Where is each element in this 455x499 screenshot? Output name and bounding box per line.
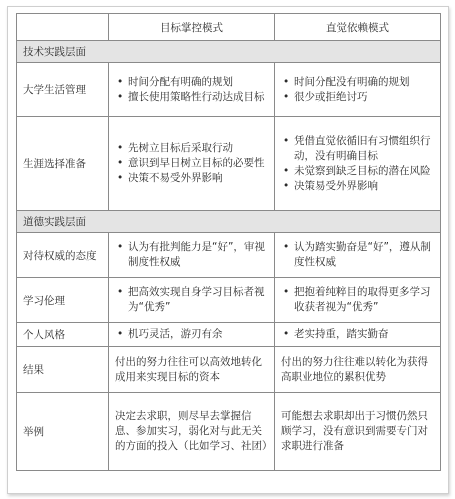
table-row bbox=[17, 393, 441, 471]
bullet-item: • 机巧灵活，游刃有余 bbox=[115, 327, 268, 342]
col2-cell bbox=[275, 63, 441, 117]
bullet-item: • 老实持重，踏实勤奋 bbox=[281, 327, 434, 342]
row-label: 结果 bbox=[17, 347, 109, 393]
col2-cell bbox=[275, 233, 441, 278]
bullet-item: • 决策不易受外界影响 bbox=[115, 171, 268, 186]
row-label: 大学生活管理 bbox=[17, 63, 109, 117]
col1-cell: 付出的努力往往可以高效地转化成用来实现目标的资本 bbox=[109, 347, 275, 393]
col1-cell bbox=[109, 323, 275, 347]
col1-cell bbox=[109, 117, 275, 211]
row-label: 个人风格 bbox=[17, 323, 109, 347]
col2-cell bbox=[275, 323, 441, 347]
col2-header: 直觉依赖模式 bbox=[275, 14, 441, 41]
col2-cell bbox=[275, 117, 441, 211]
table-row bbox=[17, 278, 441, 323]
col1-cell: 决定去求职，则尽早去掌握信息、参加实习，弱化对与此无关的方面的投入（比如学习、社团） bbox=[109, 393, 275, 471]
section-header-technical bbox=[17, 41, 441, 63]
col1-cell bbox=[109, 63, 275, 117]
section-header-moral bbox=[17, 211, 441, 233]
section-title: 道德实践层面 bbox=[17, 211, 441, 233]
corner-cell bbox=[17, 14, 109, 41]
row-label: 对待权威的态度 bbox=[17, 233, 109, 278]
bullet-item: • 时间分配没有明确的规划 bbox=[281, 75, 434, 90]
col2-cell bbox=[275, 278, 441, 323]
section-title: 技术实践层面 bbox=[17, 41, 441, 63]
bullet-item: • 认为踏实勤奋是“好”，遵从制度性权威 bbox=[281, 240, 434, 270]
bullet-item: • 认为有批判能力是“好”，审视制度性权威 bbox=[115, 240, 268, 270]
bullet-item: • 很少或拒绝讨巧 bbox=[281, 90, 434, 105]
table-row bbox=[17, 323, 441, 347]
table-row bbox=[17, 117, 441, 211]
table-row bbox=[17, 63, 441, 117]
col1-header: 目标掌控模式 bbox=[109, 14, 275, 41]
header-row bbox=[17, 14, 441, 41]
row-label: 举例 bbox=[17, 393, 109, 471]
bullet-item: • 把抱着纯粹目的取得更多学习收获者视为“优秀” bbox=[281, 285, 434, 315]
bullet-item: • 先树立目标后采取行动 bbox=[115, 141, 268, 156]
table-frame bbox=[7, 6, 449, 494]
table-row bbox=[17, 347, 441, 393]
col1-cell bbox=[109, 233, 275, 278]
bullet-item: • 擅长使用策略性行动达成目标 bbox=[115, 90, 268, 105]
col1-cell bbox=[109, 278, 275, 323]
col2-cell: 可能想去求职却出于习惯仍然只顾学习，没有意识到需要专门对求职进行准备 bbox=[275, 393, 441, 471]
bullet-item: • 未觉察到缺乏目标的潜在风险 bbox=[281, 164, 434, 179]
table-row bbox=[17, 233, 441, 278]
comparison-table bbox=[16, 13, 441, 471]
bullet-item: • 意识到早日树立目标的必要性 bbox=[115, 156, 268, 171]
bullet-item: • 凭借直觉依循旧有习惯组织行动，没有明确目标 bbox=[281, 134, 434, 164]
bullet-item: • 决策易受外界影响 bbox=[281, 179, 434, 194]
bullet-item: • 把高效实现自身学习目标者视为“优秀” bbox=[115, 285, 268, 315]
row-label: 学习伦理 bbox=[17, 278, 109, 323]
row-label: 生涯选择准备 bbox=[17, 117, 109, 211]
bullet-item: • 时间分配有明确的规划 bbox=[115, 75, 268, 90]
col2-cell: 付出的努力往往难以转化为获得高职业地位的累积优势 bbox=[275, 347, 441, 393]
